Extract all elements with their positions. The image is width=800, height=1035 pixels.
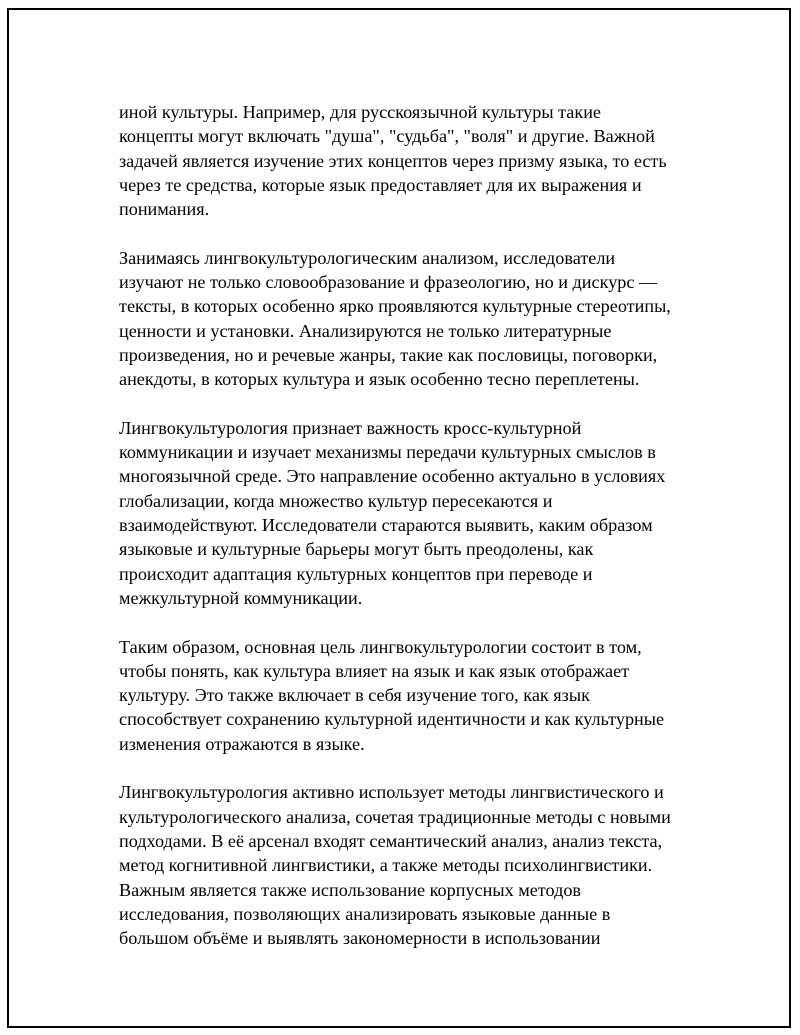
text-line: понимания. — [119, 199, 210, 220]
text-line: культуру. Это также включает в себя изучение того, как язык — [119, 685, 590, 706]
text-line: метод когнитивной лингвистики, а также методы психолингвистики. — [119, 855, 653, 876]
paragraph-5 — [119, 780, 709, 950]
text-line: межкультурной коммуникации. — [119, 587, 363, 608]
document-body — [119, 100, 709, 950]
text-line: тексты, в которых особенно ярко проявляются культурные стереотипы, — [119, 296, 671, 317]
paragraph-3 — [119, 416, 709, 610]
text-line: языковые и культурные барьеры могут быть преодолены, как — [119, 539, 594, 560]
text-line: через те средства, которые язык предоставляет для их выражения и — [119, 174, 642, 195]
text-line: многоязычной среде. Это направление особенно актуально в условиях — [119, 466, 666, 487]
paragraph-2 — [119, 246, 709, 392]
text-line: происходит адаптация культурных концептов при переводе и — [119, 563, 593, 584]
text-line: задачей является изучение этих концептов через призму языка, то есть — [119, 150, 667, 171]
paragraph-1 — [119, 100, 709, 221]
text-line: Занимаясь лингвокультурологическим анализом, исследователи — [119, 247, 616, 268]
text-line: взаимодействуют. Исследователи стараются выявить, каким образом — [119, 515, 653, 536]
text-line: иной культуры. Например, для русскоязычной культуры такие — [119, 102, 602, 122]
text-line: ценности и установки. Анализируются не только литературные — [119, 320, 612, 341]
text-line: произведения, но и речевые жанры, такие как пословицы, поговорки, — [119, 344, 658, 365]
paragraph-4 — [119, 635, 709, 756]
text-line: концепты могут включать "душа", "судьба", "воля" и другие. Важной — [119, 126, 655, 147]
text-line: глобализации, когда множество культур пересекаются и — [119, 490, 553, 511]
text-line: изучают не только словообразование и фразеологию, но и дискурс — — [119, 272, 658, 293]
text-line: коммуникации и изучает механизмы передачи культурных смыслов в — [119, 442, 656, 463]
page-frame — [7, 8, 791, 1028]
text-line: большом объёме и выявлять закономерности в использовании — [119, 928, 601, 949]
text-line: анекдоты, в которых культура и язык особенно тесно переплетены. — [119, 369, 640, 390]
text-line: изменения отражаются в языке. — [119, 733, 365, 754]
text-line: культурологического анализа, сочетая традиционные методы с новыми — [119, 806, 671, 827]
text-line: чтобы понять, как культура влияет на язык и как язык отображает — [119, 660, 630, 681]
text-line: Лингвокультурология активно использует методы лингвистического и — [119, 782, 664, 803]
text-line: Важным является также использование корпусных методов — [119, 879, 582, 900]
text-line: способствует сохранению культурной идентичности и как культурные — [119, 709, 665, 730]
text-line: подходами. В её арсенал входят семантический анализ, анализ текста, — [119, 830, 663, 851]
text-line: Таким образом, основная цель лингвокультурологии состоит в том, — [119, 636, 642, 657]
text-line: Лингвокультурология признает важность кросс-культурной — [119, 417, 582, 438]
text-line: исследования, позволяющих анализировать языковые данные в — [119, 903, 611, 924]
